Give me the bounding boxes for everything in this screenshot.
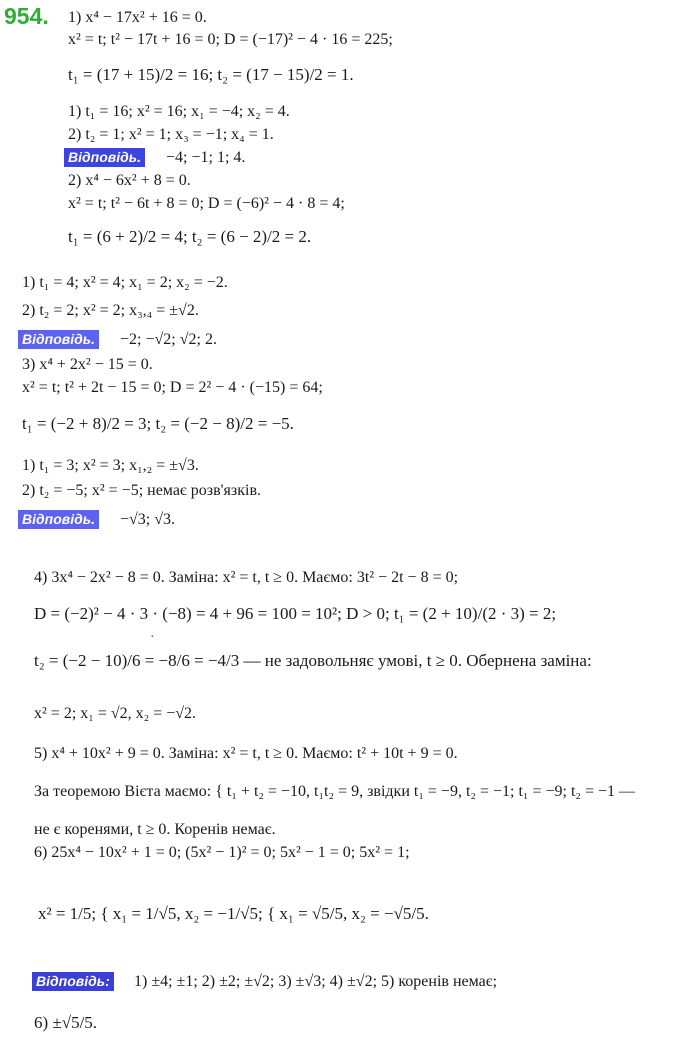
- final-answer-line-2: 6) ±√5/5.: [34, 1013, 98, 1032]
- p4-root-t2: t₂ = (−2 − 10)/6 = −8/6 = −4/3 — не задовольняє умові, t ≥ 0. Обернена заміна:: [34, 651, 592, 670]
- p1-roots-t: t₁ = (17 + 15)/2 = 16; t₂ = (17 − 15)/2 = 1.: [68, 65, 354, 84]
- p3-substitution: x² = t; t² + 2t − 15 = 0; D = 2² − 4 · (−15) = 64;: [22, 379, 323, 396]
- p2-answer-value: −2; −√2; √2; 2.: [120, 331, 217, 348]
- p4-equation: 4) 3x⁴ − 2x² − 8 = 0. Заміна: x² = t, t ≥ 0. Маємо: 3t² − 2t − 8 = 0;: [34, 569, 459, 586]
- p5-equation: 5) x⁴ + 10x² + 9 = 0. Заміна: x² = t, t ≥ 0. Маємо: t² + 10t + 9 = 0.: [34, 745, 458, 762]
- p2-case-2: 2) t₂ = 2; x² = 2; x₃,₄ = ±√2.: [22, 302, 199, 319]
- p5-vieta: За теоремою Вієта маємо: { t₁ + t₂ = −10, t₁t₂ = 9, звідки t₁ = −9, t₂ = −1; t₁ = −9; t₂ = −1 —: [34, 783, 636, 800]
- p1-equation: 1) x⁴ − 17x² + 16 = 0.: [68, 9, 207, 26]
- p4-roots-x: x² = 2; x₁ = √2, x₂ = −√2.: [34, 705, 197, 722]
- p2-answer-label: Відповідь.: [18, 330, 99, 349]
- p6-roots: x² = 1/5; { x₁ = 1/√5, x₂ = −1/√5; { x₁ = √5/5, x₂ = −√5/5.: [38, 904, 429, 923]
- problem-number: 954.: [4, 3, 49, 29]
- p3-equation: 3) x⁴ + 2x² − 15 = 0.: [22, 356, 153, 373]
- p3-case-2: 2) t₂ = −5; x² = −5; немає розв'язків.: [22, 482, 261, 499]
- p4-discriminant: D = (−2)² − 4 · 3 · (−8) = 4 + 96 = 100 = 10²; D > 0; t₁ = (2 + 10)/(2 · 3) = 2;: [34, 604, 557, 623]
- p5-conclusion: не є коренями, t ≥ 0. Коренів немає.: [34, 821, 276, 838]
- p1-substitution: x² = t; t² − 17t + 16 = 0; D = (−17)² − 4 · 16 = 225;: [68, 31, 393, 48]
- final-answer-label: Відповідь:: [32, 972, 114, 991]
- p2-substitution: x² = t; t² − 6t + 8 = 0; D = (−6)² − 4 · 8 = 4;: [68, 195, 345, 212]
- p3-case-1: 1) t₁ = 3; x² = 3; x₁,₂ = ±√3.: [22, 457, 199, 474]
- p2-equation: 2) x⁴ − 6x² + 8 = 0.: [68, 172, 191, 189]
- p1-answer-value: −4; −1; 1; 4.: [166, 149, 246, 166]
- p6-equation: 6) 25x⁴ − 10x² + 1 = 0; (5x² − 1)² = 0; 5x² − 1 = 0; 5x² = 1;: [34, 844, 410, 861]
- p3-answer-value: −√3; √3.: [120, 511, 176, 528]
- final-answer-line-1: 1) ±4; ±1; 2) ±2; ±√2; 3) ±√3; 4) ±√2; 5) коренів немає;: [134, 973, 498, 990]
- p1-answer-label: Відповідь.: [64, 148, 145, 167]
- p2-case-1: 1) t₁ = 4; x² = 4; x₁ = 2; x₂ = −2.: [22, 274, 228, 291]
- p3-answer-label: Відповідь.: [18, 510, 99, 529]
- p2-roots-t: t₁ = (6 + 2)/2 = 4; t₂ = (6 − 2)/2 = 2.: [68, 227, 312, 246]
- p1-case-2: 2) t₂ = 1; x² = 1; x₃ = −1; x₄ = 1.: [68, 126, 274, 143]
- p3-roots-t: t₁ = (−2 + 8)/2 = 3; t₂ = (−2 − 8)/2 = −5.: [22, 414, 294, 433]
- p1-case-1: 1) t₁ = 16; x² = 16; x₁ = −4; x₂ = 4.: [68, 103, 290, 120]
